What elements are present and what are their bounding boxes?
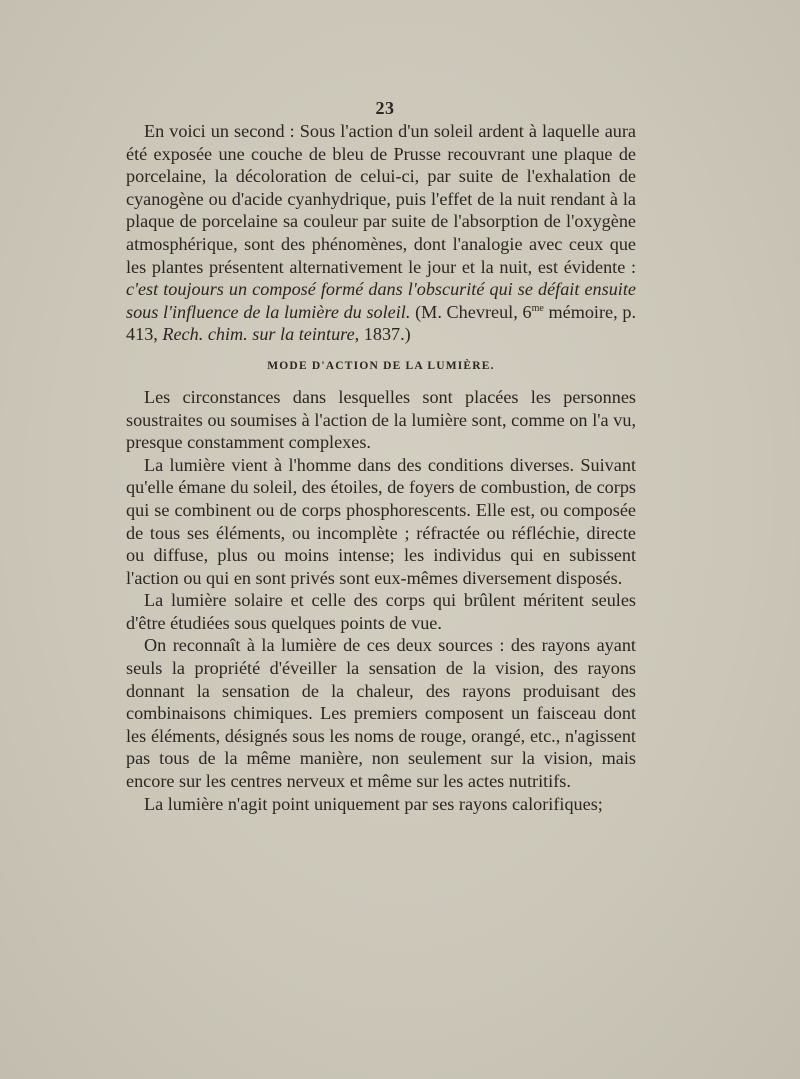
page-body <box>126 120 636 815</box>
paragraph: La lumière solaire et celle des corps qui brûlent méritent seules d'être étudiées sous quelques points de vue. <box>126 590 636 633</box>
citation-text: mémoire, p. 413, <box>126 301 636 345</box>
italic-quote: c'est toujours un composé formé dans l'obscurité qui se défait ensuite sous l'influence de la lumière du soleil. <box>126 279 636 322</box>
paragraph-text: En voici un second : Sous l'action d'un soleil ardent à laquelle aura été exposée une couche de bleu de Prusse recouvrant une plaque de porcelaine, la décoloration de celui-ci, par suite de l'exhalation de cyanogène ou d'acide cyanhydrique, puis l'effet de la nuit rendant à la plaque de porcelaine sa couleur par suite de l'absorption de l'oxygène atmosphérique, sont des phénomènes, dont l'analogie avec ceux que les plantes présentent alternativement le jour et la nuit, est évidente : <box>126 121 636 277</box>
paragraph: La lumière vient à l'homme dans des conditions diverses. Suivant qu'elle émane du soleil, des étoiles, de foyers de combustion, de corps qui se combinent ou de corps phosphorescents. Elle est, ou composée de tous ses éléments, ou incomplète ; réfractée ou réfléchie, directe ou diffuse, plus ou moins intense; les individus qui en subissent l'action ou qui en sont privés sont eux-mêmes diversement disposés. <box>126 454 636 588</box>
citation-text: , 1837.) <box>354 324 411 345</box>
paragraph-chevreul-example <box>126 120 636 346</box>
section-heading: MODE D'ACTION DE LA LUMIÈRE. <box>267 359 495 372</box>
paragraph: La lumière n'agit point uniquement par ses rayons calorifiques; <box>144 793 603 814</box>
page-number: 23 <box>375 98 395 118</box>
citation-text: (M. Chevreul, 6 <box>410 301 532 322</box>
paragraph: Les circonstances dans lesquelles sont placées les personnes soustraites ou soumises à l'action de la lumière sont, comme on l'a vu, presque constamment complexes. <box>126 386 636 453</box>
ordinal-superscript: me <box>531 302 544 314</box>
paragraph: On reconnaît à la lumière de ces deux sources : des rayons ayant seuls la propriété d'éveiller la sensation de la vision, des rayons donnant la sensation de la chaleur, des rayons produisant des combinaisons chimiques. Les premiers composent un faisceau dont les éléments, désignés sous les noms de rouge, orangé, etc., n'agissent pas tous de la même manière, non seulement sur la vision, mais encore sur les centres nerveux et même sur les actes nutritifs. <box>126 635 636 792</box>
citation-title: Rech. chim. sur la teinture <box>162 324 355 345</box>
